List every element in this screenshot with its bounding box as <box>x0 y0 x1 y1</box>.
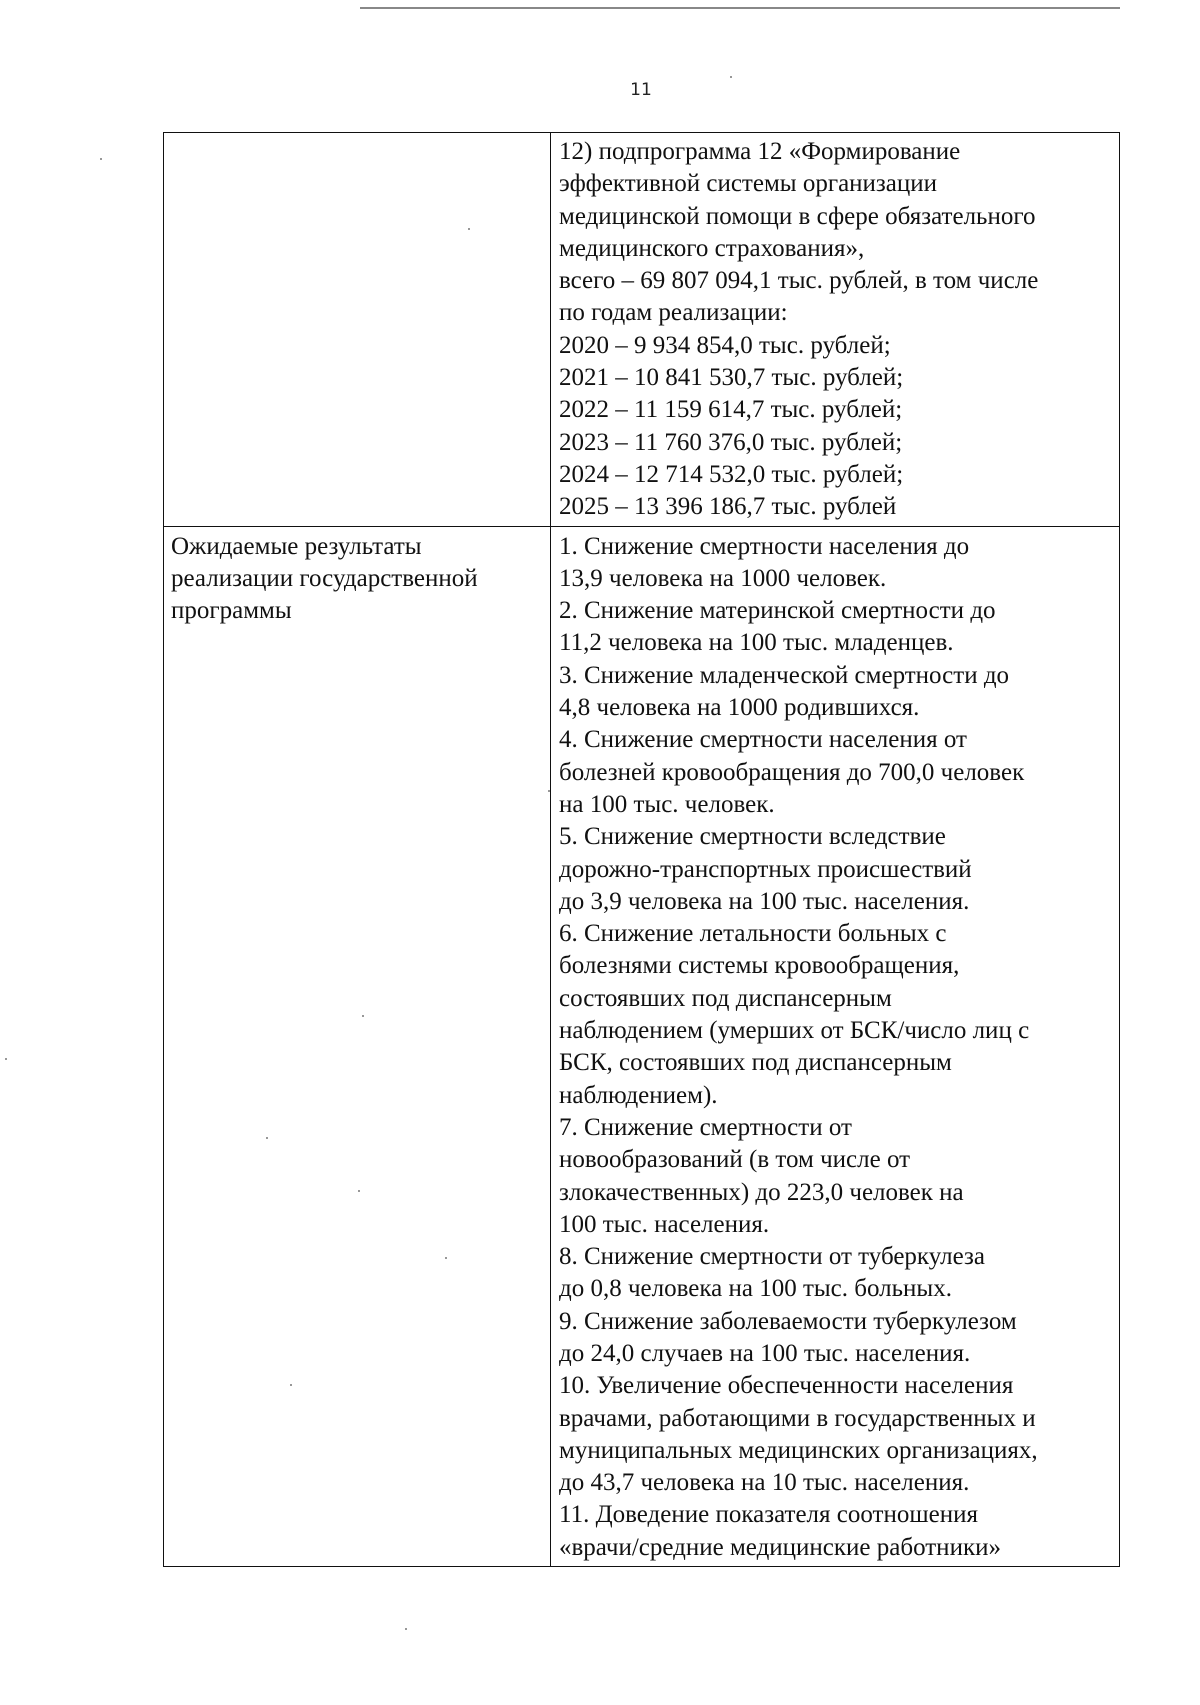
text-line: болезней кровообращения до 700,0 человек <box>559 758 1025 786</box>
expected-results-label-cell <box>164 526 551 1567</box>
text-line: БСК, состоявших под диспансерным <box>559 1049 952 1077</box>
text-line: 5. Снижение смертности вследствие <box>559 823 946 851</box>
page-number: 11 <box>630 80 652 100</box>
text-line: муниципальных медицинских организациях, <box>559 1436 1038 1464</box>
scan-speck <box>405 1628 407 1630</box>
scan-speck <box>730 76 732 78</box>
scan-speck <box>445 1257 447 1259</box>
table-row-expected-results <box>164 526 1120 1567</box>
text-line: 10. Увеличение обеспеченности населения <box>559 1372 1014 1400</box>
text-line: злокачественных) до 223,0 человек на <box>559 1178 964 1206</box>
text-line: 2024 – 12 714 532,0 тыс. рублей; <box>559 460 904 488</box>
scan-speck <box>362 1015 364 1017</box>
subprogram-content-cell <box>551 133 1120 527</box>
text-line: 1. Снижение смертности населения до <box>559 532 970 560</box>
text-line: 9. Снижение заболеваемости туберкулезом <box>559 1307 1017 1335</box>
subprogram-label-cell <box>164 133 551 527</box>
text-line: дорожно-транспортных происшествий <box>559 855 972 883</box>
table-row-subprogram <box>164 133 1120 527</box>
expected-results-list <box>559 530 1113 1565</box>
text-line: 11. Доведение показателя соотношения <box>559 1501 978 1529</box>
text-line: наблюдением (умерших от БСК/число лиц с <box>559 1017 1030 1045</box>
text-line: до 3,9 человека на 100 тыс. населения. <box>559 887 970 915</box>
scan-speck <box>548 790 550 792</box>
text-line: 3. Снижение младенческой смертности до <box>559 661 1010 689</box>
text-line: всего – 69 807 094,1 тыс. рублей, в том числе <box>559 267 1039 295</box>
text-line: на 100 тыс. человек. <box>559 790 775 818</box>
text-line: состоявших под диспансерным <box>559 984 892 1012</box>
scan-speck <box>266 1137 268 1139</box>
text-line: врачами, работающими в государственных и <box>559 1404 1036 1432</box>
text-line: до 24,0 случаев на 100 тыс. населения. <box>559 1339 971 1367</box>
subprogram-financing-text <box>559 136 1113 524</box>
text-line: Ожидаемые результаты <box>171 532 422 560</box>
text-line: 2022 – 11 159 614,7 тыс. рублей; <box>559 396 903 424</box>
scan-top-rule <box>360 7 1120 9</box>
text-line: реализации государственной <box>171 564 478 592</box>
program-passport-table <box>163 132 1120 1567</box>
text-line: программы <box>171 597 292 625</box>
text-line: 8. Снижение смертности от туберкулеза <box>559 1243 985 1271</box>
scan-speck <box>358 1190 360 1192</box>
text-line: медицинской помощи в сфере обязательного <box>559 202 1036 230</box>
text-line: наблюдением). <box>559 1081 718 1109</box>
text-line: новообразований (в том числе от <box>559 1146 911 1174</box>
text-line: 12) подпрограмма 12 «Формирование <box>559 138 961 165</box>
scan-speck <box>468 228 470 230</box>
text-line: 13,9 человека на 1000 человек. <box>559 564 887 592</box>
expected-results-content-cell <box>551 526 1120 1567</box>
text-line: 11,2 человека на 100 тыс. младенцев. <box>559 629 954 657</box>
text-line: 2021 – 10 841 530,7 тыс. рублей; <box>559 364 904 392</box>
scan-speck <box>100 158 102 160</box>
text-line: медицинского страхования», <box>559 234 865 262</box>
text-line: 2. Снижение материнской смертности до <box>559 597 996 625</box>
text-line: 2025 – 13 396 186,7 тыс. рублей <box>559 493 897 521</box>
text-line: до 43,7 человека на 10 тыс. населения. <box>559 1469 970 1497</box>
text-line: 4. Снижение смертности населения от <box>559 726 967 754</box>
text-line: до 0,8 человека на 100 тыс. больных. <box>559 1275 952 1303</box>
text-line: эффективной системы организации <box>559 170 938 198</box>
text-line: 4,8 человека на 1000 родившихся. <box>559 694 920 722</box>
text-line: «врачи/средние медицинские работники» <box>559 1533 1001 1561</box>
scan-speck <box>5 1058 7 1060</box>
expected-results-label <box>171 530 544 628</box>
text-line: по годам реализации: <box>559 299 788 327</box>
text-line: 2020 – 9 934 854,0 тыс. рублей; <box>559 331 891 359</box>
text-line: 2023 – 11 760 376,0 тыс. рублей; <box>559 428 903 456</box>
text-line: 7. Снижение смертности от <box>559 1113 852 1141</box>
text-line: 6. Снижение летальности больных с <box>559 920 947 948</box>
scan-speck <box>290 1384 292 1386</box>
text-line: 100 тыс. населения. <box>559 1210 770 1238</box>
text-line: болезнями системы кровообращения, <box>559 952 960 980</box>
